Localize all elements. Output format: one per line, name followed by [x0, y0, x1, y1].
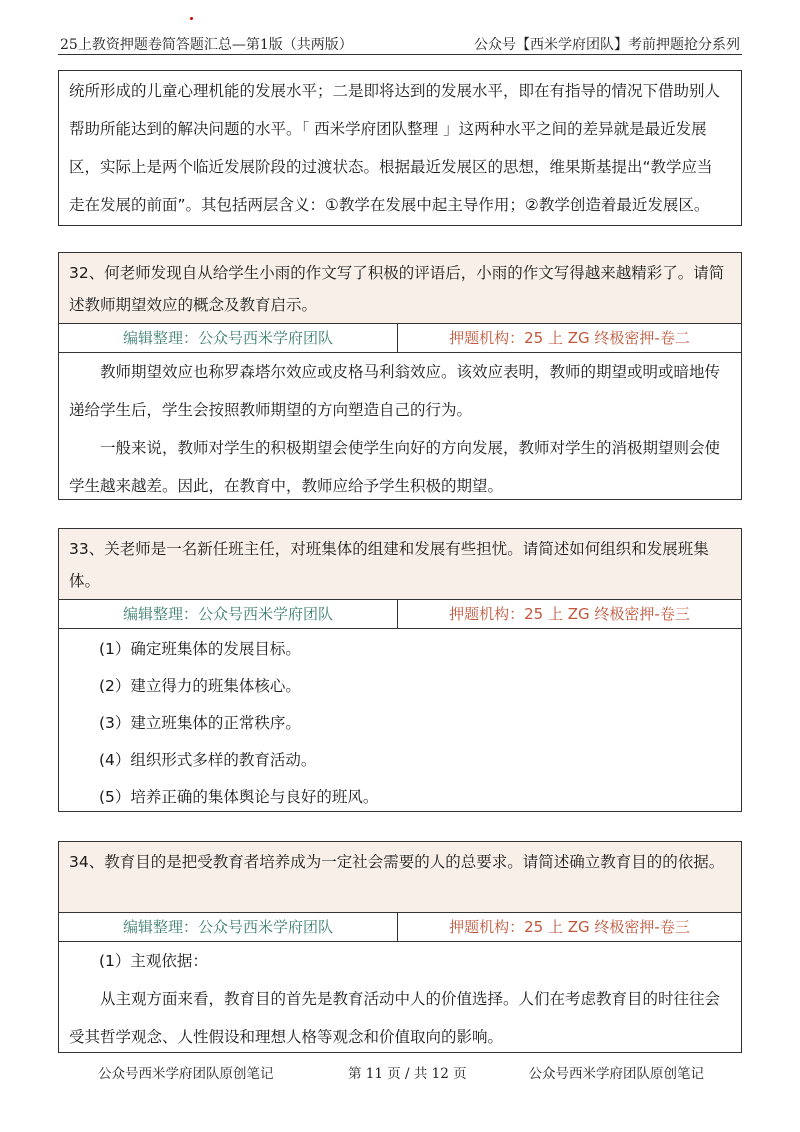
question-card-32	[58, 252, 742, 500]
answer-paragraph: 教师期望效应也称罗森塔尔效应或皮格马利翁效应。该效应表明，教师的期望或明或暗地传递给学生后，学生会按照教师期望的方向塑造自己的行为。	[69, 363, 721, 419]
question-card-34	[58, 841, 742, 1053]
editor-credit: 编辑整理：公众号西米学府团队	[59, 913, 398, 941]
intro-line: 统所形成的儿童心理机能的发展水平；二是即将达到的发展水平，即在有指导的情况下借助别人	[69, 82, 721, 100]
header-right-title: 公众号【西米学府团队】考前押题抢分系列	[474, 37, 740, 53]
question-meta	[59, 913, 741, 942]
intro-line: 走在发展的前面”。其包括两层含义：①教学在发展中起主导作用；②教学创造着最近发展区。	[69, 196, 710, 214]
page-footer	[58, 1062, 742, 1082]
answer-list-item: (1）确定班集体的发展目标。	[99, 640, 301, 658]
red-dot-mark	[190, 17, 193, 20]
answer-list	[59, 629, 741, 816]
answer-list-item: (3）建立班集体的正常秩序。	[99, 714, 301, 732]
intro-line: 区，实际上是两个临近发展阶段的过渡状态。根据最近发展区的思想，维果斯基提出“教学应当	[69, 158, 713, 176]
question-text: 32、何老师发现自从给学生小雨的作文写了积极的评语后，小雨的作文写得越来越精彩了。请简述教师期望效应的概念及教育启示。	[59, 253, 741, 324]
question-meta	[59, 324, 741, 353]
question-text: 33、关老师是一名新任班主任，对班集体的组建和发展有些担忧。请简述如何组织和发展班集体。	[59, 529, 741, 600]
question-card-33	[58, 528, 742, 812]
question-text: 34、教育目的是把受教育者培养成为一定社会需要的人的总要求。请简述确立教育目的的依据。	[59, 842, 741, 913]
answer-subheading: (1）主观依据：	[99, 952, 208, 970]
question-meta	[59, 600, 741, 629]
answer-paragraph: 一般来说，教师对学生的积极期望会使学生向好的方向发展，教师对学生的消极期望则会使学生越来越差。因此，在教育中，教师应给予学生积极的期望。	[69, 439, 721, 495]
source-credit: 押题机构：25 上 ZG 终极密押-卷三	[449, 918, 690, 936]
editor-credit: 编辑整理：公众号西米学府团队	[59, 324, 398, 352]
answer-body	[59, 942, 741, 1056]
answer-list-item: (5）培养正确的集体舆论与良好的班风。	[99, 788, 379, 806]
source-credit: 押题机构：25 上 ZG 终极密押-卷三	[449, 605, 690, 623]
answer-paragraph: 从主观方面来看，教育目的首先是教育活动中人的价值选择。人们在考虑教育目的时往往会受其哲学观念、人性假设和理想人格等观念和价值取向的影响。	[69, 990, 721, 1046]
page-number: 第 11 页 / 共 12 页	[348, 1066, 467, 1082]
header-left-title: 25上教资押题卷简答题汇总—第1版（共两版）	[60, 37, 353, 53]
answer-body	[59, 353, 741, 505]
intro-answer-box	[58, 70, 742, 226]
footer-left-note: 公众号西米学府团队原创笔记	[98, 1066, 274, 1082]
footer-right-note: 公众号西米学府团队原创笔记	[528, 1066, 704, 1082]
source-credit: 押题机构：25 上 ZG 终极密押-卷二	[449, 329, 690, 347]
page-header	[58, 30, 742, 55]
intro-line: 帮助所能达到的解决问题的水平。「 西米学府团队整理 」这两种水平之间的差异就是最近发展	[69, 120, 707, 138]
answer-list-item: (4）组织形式多样的教育活动。	[99, 751, 317, 769]
answer-list-item: (2）建立得力的班集体核心。	[99, 677, 301, 695]
editor-credit: 编辑整理：公众号西米学府团队	[59, 600, 398, 628]
